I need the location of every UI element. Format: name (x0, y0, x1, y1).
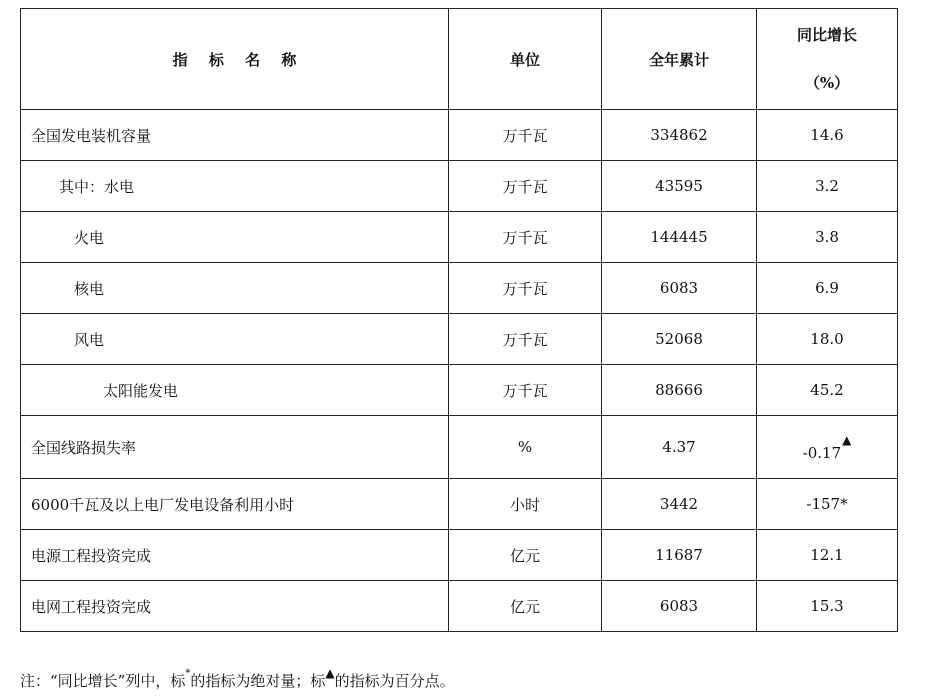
row-growth: 14.6 (757, 110, 898, 161)
row-total: 334862 (602, 110, 757, 161)
header-growth-label: 同比增长 (796, 26, 857, 44)
row-growth (757, 416, 898, 479)
triangle-marker-icon: ▲ (325, 666, 335, 680)
row-growth: -157* (757, 479, 898, 530)
row-total: 88666 (602, 365, 757, 416)
footnote-text-1: 注：“同比增长”列中，标 (20, 672, 186, 690)
row-name: 核电 (21, 263, 449, 314)
row-unit: % (449, 416, 602, 479)
row-growth: 18.0 (757, 314, 898, 365)
row-total: 6083 (602, 581, 757, 632)
table-row (21, 161, 898, 212)
row-total: 6083 (602, 263, 757, 314)
row-name: 全国发电装机容量 (21, 110, 449, 161)
row-name: 其中：水电 (21, 161, 449, 212)
table-row (21, 212, 898, 263)
header-growth-unit: （%） (804, 74, 850, 92)
row-name: 风电 (21, 314, 449, 365)
table-row (21, 365, 898, 416)
table-header-row (21, 9, 898, 110)
footnote-text-2: 的指标为绝对量；标 (190, 672, 326, 690)
row-unit: 万千瓦 (449, 212, 602, 263)
row-growth: 15.3 (757, 581, 898, 632)
table-row (21, 530, 898, 581)
row-name: 火电 (21, 212, 449, 263)
row-growth: 6.9 (757, 263, 898, 314)
row-total: 4.37 (602, 416, 757, 479)
row-total: 11687 (602, 530, 757, 581)
row-growth-value: -0.17 (802, 444, 842, 462)
row-growth: 3.8 (757, 212, 898, 263)
row-name: 电源工程投资完成 (21, 530, 449, 581)
statistics-table (20, 8, 898, 632)
header-indicator-name: 指 标 名 称 (21, 9, 449, 110)
footnote-text-3: 的指标为百分点。 (334, 672, 455, 690)
row-total: 144445 (602, 212, 757, 263)
row-total: 3442 (602, 479, 757, 530)
row-unit: 万千瓦 (449, 365, 602, 416)
header-unit: 单位 (449, 9, 602, 110)
table-row (21, 110, 898, 161)
row-total: 52068 (602, 314, 757, 365)
row-unit: 亿元 (449, 530, 602, 581)
table-row (21, 416, 898, 479)
row-unit: 亿元 (449, 581, 602, 632)
row-unit: 小时 (449, 479, 602, 530)
table-row (21, 314, 898, 365)
header-annual-total: 全年累计 (602, 9, 757, 110)
table-row (21, 263, 898, 314)
row-name: 电网工程投资完成 (21, 581, 449, 632)
row-growth: 12.1 (757, 530, 898, 581)
row-unit: 万千瓦 (449, 314, 602, 365)
footnote (20, 666, 455, 691)
header-yoy-growth (757, 9, 898, 110)
row-unit: 万千瓦 (449, 110, 602, 161)
row-unit: 万千瓦 (449, 263, 602, 314)
table-row (21, 581, 898, 632)
row-name: 太阳能发电 (21, 365, 449, 416)
row-total: 43595 (602, 161, 757, 212)
table-row (21, 479, 898, 530)
asterisk-marker: * (185, 668, 191, 679)
row-name: 6000千瓦及以上电厂发电设备利用小时 (21, 479, 449, 530)
row-growth: 3.2 (757, 161, 898, 212)
row-unit: 万千瓦 (449, 161, 602, 212)
row-growth: 45.2 (757, 365, 898, 416)
row-name: 全国线路损失率 (21, 416, 449, 479)
percentage-point-marker-icon: ▲ (842, 433, 852, 447)
